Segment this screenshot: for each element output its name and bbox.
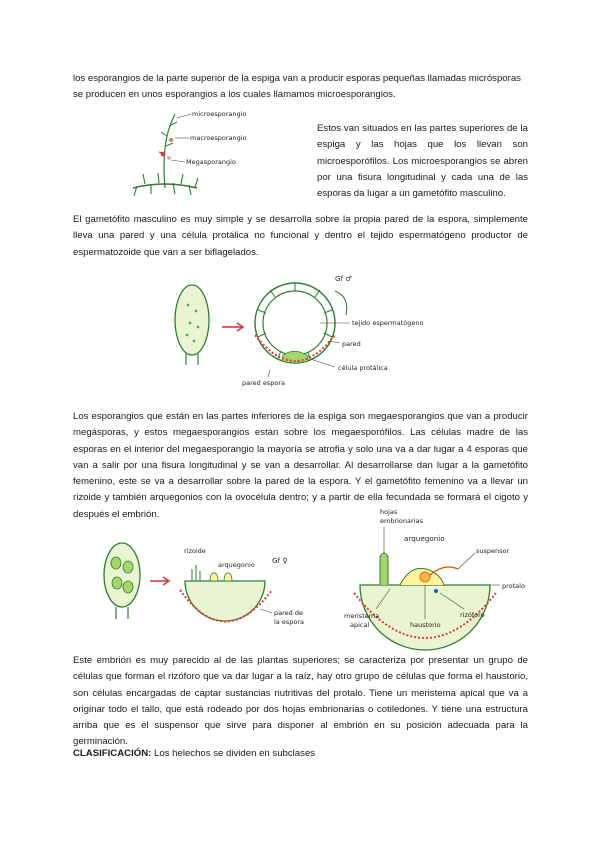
label-pared-de: pared de	[274, 609, 303, 617]
figure-embryo	[340, 505, 560, 645]
figure-male-gametophyte	[160, 275, 460, 395]
label-meristema: meristema	[344, 612, 380, 620]
label-microesporangio: microesporangio	[192, 110, 247, 118]
figure-spike-diagram	[125, 108, 275, 198]
label-gf-female: Gf ♀	[272, 556, 288, 565]
label-rizoforo: rizóforo	[460, 611, 485, 619]
label-apical: apical	[350, 621, 370, 629]
classification-line	[73, 746, 528, 762]
label-gf-male: Gf ♂	[335, 274, 352, 283]
paragraph-embrion: Este embrión es muy parecido al de las plantas superiores; se caracteriza por presentar un grupo de células que forman el rizóforo que va dar lugar a la raíz, hay otro grupo de células que forma el haustorio, son células encargadas de captar sustancias nutritivas del protalo. Tiene un meristema apical que va a originar todo el tallo, que está rodeado por dos hojas embrionarias o cotiledones. Y tiene una estructura arriba que es el suspensor que sirve para disponer al embrión en su posición adecuada para la germinación.	[73, 655, 528, 748]
label-pared: pared	[342, 340, 361, 348]
label-protalo: protalo	[502, 582, 525, 590]
label-suspensor: suspensor	[476, 547, 510, 555]
paragraph-gametofito-masculino: El gametófito masculino es muy simple y se desarrolla sobre la propia pared de la espora, simplemente lleva una pared y una célula protálica no funcional y dentro el tejido espermatógeno productor de espermatozoide que van a ser biflagelados.	[73, 214, 528, 258]
paragraph-microesporofilos: Estos van situados en las partes superiores de la espiga y las hojas que los llevan son microesporófilos. Los microesporangios se abren por una fisura longitudinal y cada una de las esporas da lugar a un gametófito masculino.	[317, 123, 528, 200]
classification-heading: CLASIFICACIÓN:	[73, 748, 152, 759]
label-la-espora: la espora	[274, 618, 304, 626]
classification-text: Los helechos se dividen en subclases	[151, 748, 316, 759]
label-pared-espora: pared espora	[242, 379, 285, 387]
label-arquegonio: arquegonio	[218, 561, 255, 569]
label-macroesporangio: macroesporangio	[190, 134, 247, 142]
label-rizoide: rizoide	[184, 547, 206, 555]
label-arquegonio-embrion: arquegonio	[404, 534, 445, 543]
paragraph-microsporangios: los esporangios de la parte superior de la espiga van a producir esporas pequeñas llamadas micrósporas se producen en unos esporangios a los cuales llamamos microesporangios.	[73, 73, 521, 101]
label-celula-protalica: célula protálica	[338, 364, 388, 372]
label-haustorio: haustorio	[410, 621, 441, 629]
label-hojas: hojas	[380, 508, 398, 516]
label-megasporangio: Megasporangio	[186, 158, 236, 166]
label-tejido-espermatogeno: tejido espermatógeno	[352, 319, 424, 327]
label-embrionarias: embrionarias	[380, 517, 423, 525]
paragraph-megaesporangios: Los esporangios que están en las partes inferiores de la espiga son megaesporangios que van a producir megásporas, y estos megaesporangios están sobre los megaesporófilos. Las células madre de las esporas en el interior del megaesporangio la mayoría se atrofia y solo una va a dar lugar a 4 esporas que van a salir por una fisura longitudinal y se van a desarrollar. Al desarrollarse dan lugar a la gametófito femenino, este se va a desarrollar sobre la pared de la espora. Y el gametófito femenino va a llevar un rizoide y también arquegonios con la ovocélula dentro; y a partir de ella fecundada se formará el cigoto y después el embrión.	[73, 411, 528, 520]
figure-female-gametophyte	[100, 535, 320, 645]
